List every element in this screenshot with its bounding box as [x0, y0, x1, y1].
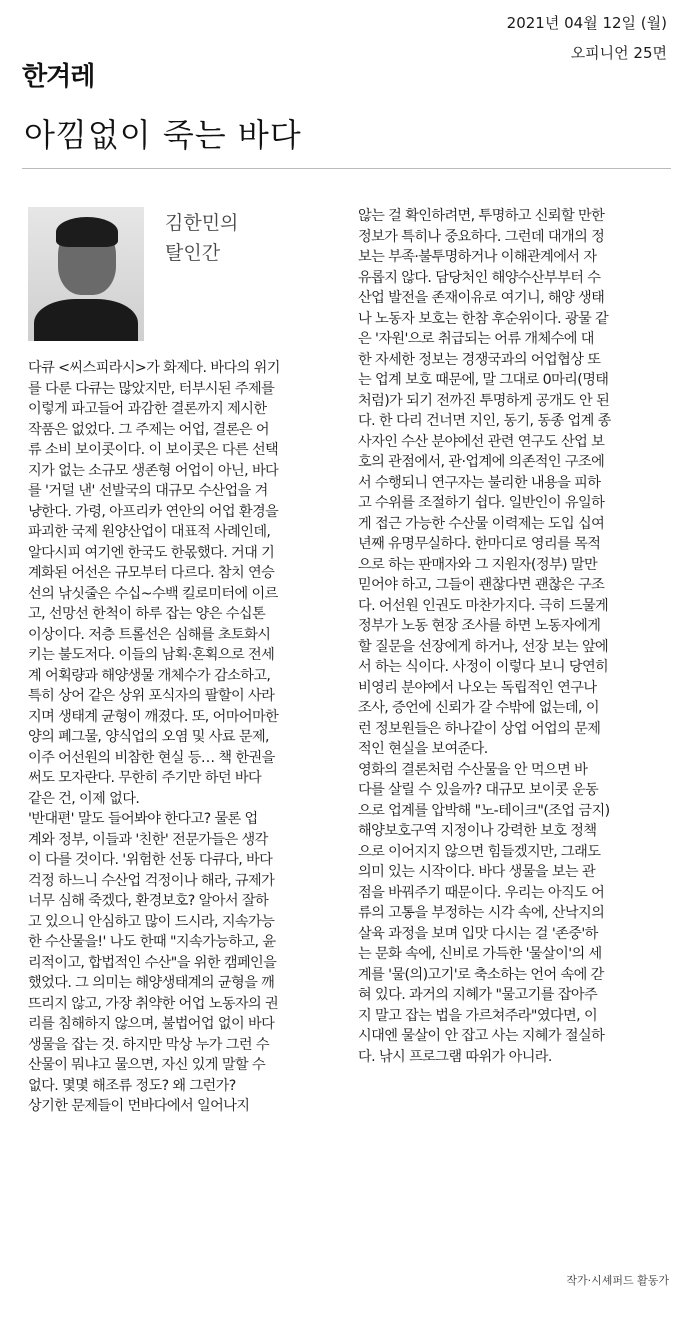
article-line: 비영리 분야에서 나오는 독립적인 연구나 [358, 679, 597, 696]
article-line: 서 하는 식이다. 사정이 이렇다 보니 당연히 [358, 659, 609, 675]
article-line: 고 있으니 안심하고 많이 드시라, 지속가능 [28, 913, 275, 930]
article-line: 년째 유명무실하다. 한마디로 영리를 목적 [358, 536, 601, 552]
article-line: 정부가 노동 현장 조사를 하면 노동자에게 [358, 618, 601, 634]
article-line: 지가 없는 소규모 생존형 어업이 아닌, 바다 [28, 462, 279, 479]
article-line: 다큐 <씨스피라시>가 화제다. 바다의 위기 [28, 360, 280, 376]
article-line: 시대엔 물살이 안 잡고 사는 지혜가 절실하 [358, 1028, 605, 1044]
article-line: 류 소비 보이콧이다. 이 보이콧은 다른 선택 [28, 442, 279, 458]
article-line: 류의 고통을 부정하는 시각 속에, 산낙지의 [358, 905, 605, 921]
author-credit: 작가·시셰퍼드 활동가 [566, 1274, 669, 1287]
article-line: 산업 발전을 존재이유로 여기니, 해양 생태 [358, 290, 605, 306]
article-line: '반대편' 말도 들어봐야 한다고? 물론 업 [28, 811, 258, 827]
article-line: 는 업계 보호 때문에, 말 그대로 0마리(명태 [358, 372, 609, 388]
article-line: 계 어획량과 해양생물 개체수가 감소하고, [28, 667, 271, 684]
article-column-right [358, 206, 668, 1067]
article-line: 서 수행되니 연구자는 불리한 내용을 피하 [358, 474, 601, 491]
article-line: 으로 업계를 압박해 "노-테이크"(조업 금지) [358, 802, 610, 819]
article-line: 같은 건, 이제 없다. [28, 790, 140, 807]
article-line: 으로 이어지지 않으면 힘들겠지만, 그래도 [358, 843, 601, 860]
article-line: 리적이고, 합법적인 수산"을 위한 캠페인을 [28, 954, 277, 971]
author-photo-body [34, 299, 138, 341]
article-line: 한 자세한 정보는 경쟁국과의 어업협상 또 [358, 351, 601, 368]
article-line: 했었다. 그 의미는 해양생태계의 균형을 깨 [28, 975, 275, 991]
article-line: 없다. 몇몇 해조류 정도? 왜 그런가? [28, 1077, 236, 1094]
article-line: 사자인 수산 분야에선 관련 연구도 산업 보 [358, 433, 605, 450]
article-line: 나 노동자 보호는 한참 후순위이다. 광물 같 [358, 310, 609, 327]
article-line: 파괴한 국제 원양산업이 대표적 사례인데, [28, 524, 271, 540]
article-line: 의미 있는 시작이다. 바다 생물을 보는 관 [358, 864, 596, 880]
article-line: 걱정 하느니 수산업 걱정이나 해라, 규제가 [28, 872, 275, 889]
article-line: 는 문화 속에, 신비로 가득한 '물살이'의 세 [358, 946, 602, 962]
article-line: 선의 낚싯줄은 수십~수백 킬로미터에 이르 [28, 585, 278, 602]
article-line: 를 다룬 다큐는 많았지만, 터부시된 주제를 [28, 380, 275, 397]
article-line: 게 접근 가능한 수산물 이력제는 도입 십여 [358, 515, 605, 532]
article-line: 적인 현실을 보여준다. [358, 741, 488, 757]
section-page: 오피니언 25면 [570, 44, 667, 62]
article-line: 냥한다. 가령, 아프리카 연안의 어업 환경을 [28, 503, 279, 520]
author-photo-hair [56, 217, 118, 247]
article-line: 않는 걸 확인하려면, 투명하고 신뢰할 만한 [358, 208, 605, 224]
article-line: 써도 모자란다. 무한히 주기만 하던 바다 [28, 770, 262, 786]
article-line: 지 말고 잡는 법을 가르쳐주라"였다면, 이 [358, 1007, 598, 1024]
article-line: 은 '자원'으로 취급되는 어류 개체수에 대 [358, 331, 594, 347]
newspaper-masthead: 한겨레 [22, 62, 95, 92]
article-line: 다를 살릴 수 있을까? 대규모 보이콧 운동 [358, 782, 599, 798]
article-line: 할 질문을 선장에게 하거나, 선장 보는 앞에 [358, 638, 609, 655]
article-line: 알다시피 여기엔 한국도 한몫했다. 거대 기 [28, 544, 275, 561]
article-line: 살육 과정을 보며 입맛 다시는 걸 '존중'하 [358, 925, 598, 942]
article-line: 다. 어선원 인권도 마찬가지다. 극히 드물게 [358, 597, 609, 614]
columnist-name: 김한민의 [165, 212, 239, 234]
article-line: 작품은 없었다. 그 주제는 어업, 결론은 어 [28, 421, 269, 438]
article-line: 다. 낚시 프로그램 따위가 아니라. [358, 1048, 552, 1065]
article-line: 리를 침해하지 않으며, 불법어업 없이 바다 [28, 1016, 275, 1032]
article-line: 너무 심해 죽겠다, 환경보호? 알아서 잘하 [28, 893, 269, 909]
article-column-left [28, 358, 340, 1117]
article-line: 고, 선망선 한척이 하루 잡는 양은 수십톤 [28, 606, 266, 622]
article-line: 계와 정부, 이들과 '친한' 전문가들은 생각 [28, 831, 268, 848]
article-line: 조사, 증언에 신뢰가 갈 수밖에 없는데, 이 [358, 700, 599, 716]
article-line: 생물을 잡는 것. 하지만 막상 누가 그런 수 [28, 1036, 269, 1053]
article-line: 정보가 특히나 중요하다. 그런데 대개의 정 [358, 228, 605, 245]
article-line: 상기한 문제들이 먼바다에서 일어나지 [28, 1098, 250, 1114]
column-title: 탈인간 [165, 242, 221, 264]
publication-date: 2021년 04월 12일 (월) [506, 14, 667, 32]
article-line: 계화된 어선은 규모부터 다르다. 참치 연승 [28, 565, 275, 581]
header-divider [22, 168, 671, 169]
article-line: 뜨리지 않고, 가장 취약한 어업 노동자의 권 [28, 995, 279, 1012]
article-line: 해양보호구역 지정이나 강력한 보호 정책 [358, 823, 597, 839]
article-line: 믿어야 하고, 그들이 괜찮다면 괜찮은 구조 [358, 577, 605, 593]
article-line: 지며 생태계 균형이 깨졌다. 또, 어마어마한 [28, 708, 279, 725]
article-line: 이주 어선원의 비참한 현실 등… 책 한권을 [28, 749, 275, 766]
article-line: 처럼)가 되기 전까진 투명하게 공개도 안 된 [358, 392, 610, 409]
article-line: 다. 한 다리 건너면 지인, 동기, 동종 업계 종 [358, 413, 611, 429]
article-line: 양의 폐그물, 양식업의 오염 및 사료 문제, [28, 729, 269, 745]
headline: 아낌없이 죽는 바다 [24, 116, 302, 154]
article-line: 유롭지 않다. 담당처인 해양수산부부터 수 [358, 269, 601, 286]
article-line: 산물이 뭐냐고 물으면, 자신 있게 말할 수 [28, 1057, 266, 1073]
article-line: 호의 관점에서, 관·업계에 의존적인 구조에 [358, 454, 605, 470]
column-byline [165, 208, 238, 268]
article-line: 키는 불도저다. 이들의 남획·혼획으로 전세 [28, 647, 275, 663]
article-line: 한 수산물을!' 나도 한때 "지속가능하고, 윤 [28, 934, 276, 950]
article-line: 영화의 결론처럼 수산물을 안 먹으면 바 [358, 761, 588, 778]
article-line: 이상이다. 저층 트롤선은 심해를 초토화시 [28, 626, 271, 643]
article-line: 이 다를 것이다. '위험한 선동 다큐다, 바다 [28, 852, 273, 868]
article-line: 런 정보원들은 하나같이 상업 어업의 문제 [358, 720, 601, 737]
article-line: 특히 상어 같은 상위 포식자의 팔할이 사라 [28, 688, 275, 704]
article-line: 혀 있다. 과거의 지혜가 "물고기를 잡아주 [358, 987, 598, 1003]
article-line: 를 '거덜 낸' 선발국의 대규모 수산업을 겨 [28, 483, 268, 499]
article-line: 고 수위를 조절하기 쉽다. 일반인이 유일하 [358, 495, 605, 511]
article-line: 계를 '물(의)고기'로 축소하는 언어 속에 갇 [358, 966, 604, 983]
article-line: 으로 하는 판매자와 그 지원자(정부) 말만 [358, 556, 598, 573]
article-line: 점을 바꿔주기 때문이다. 우리는 아직도 어 [358, 884, 605, 901]
author-photo [28, 207, 144, 341]
article-line: 보는 부족·불투명하거나 이해관계에서 자 [358, 249, 597, 265]
article-line: 이렇게 파고들어 과감한 결론까지 제시한 [28, 401, 267, 417]
